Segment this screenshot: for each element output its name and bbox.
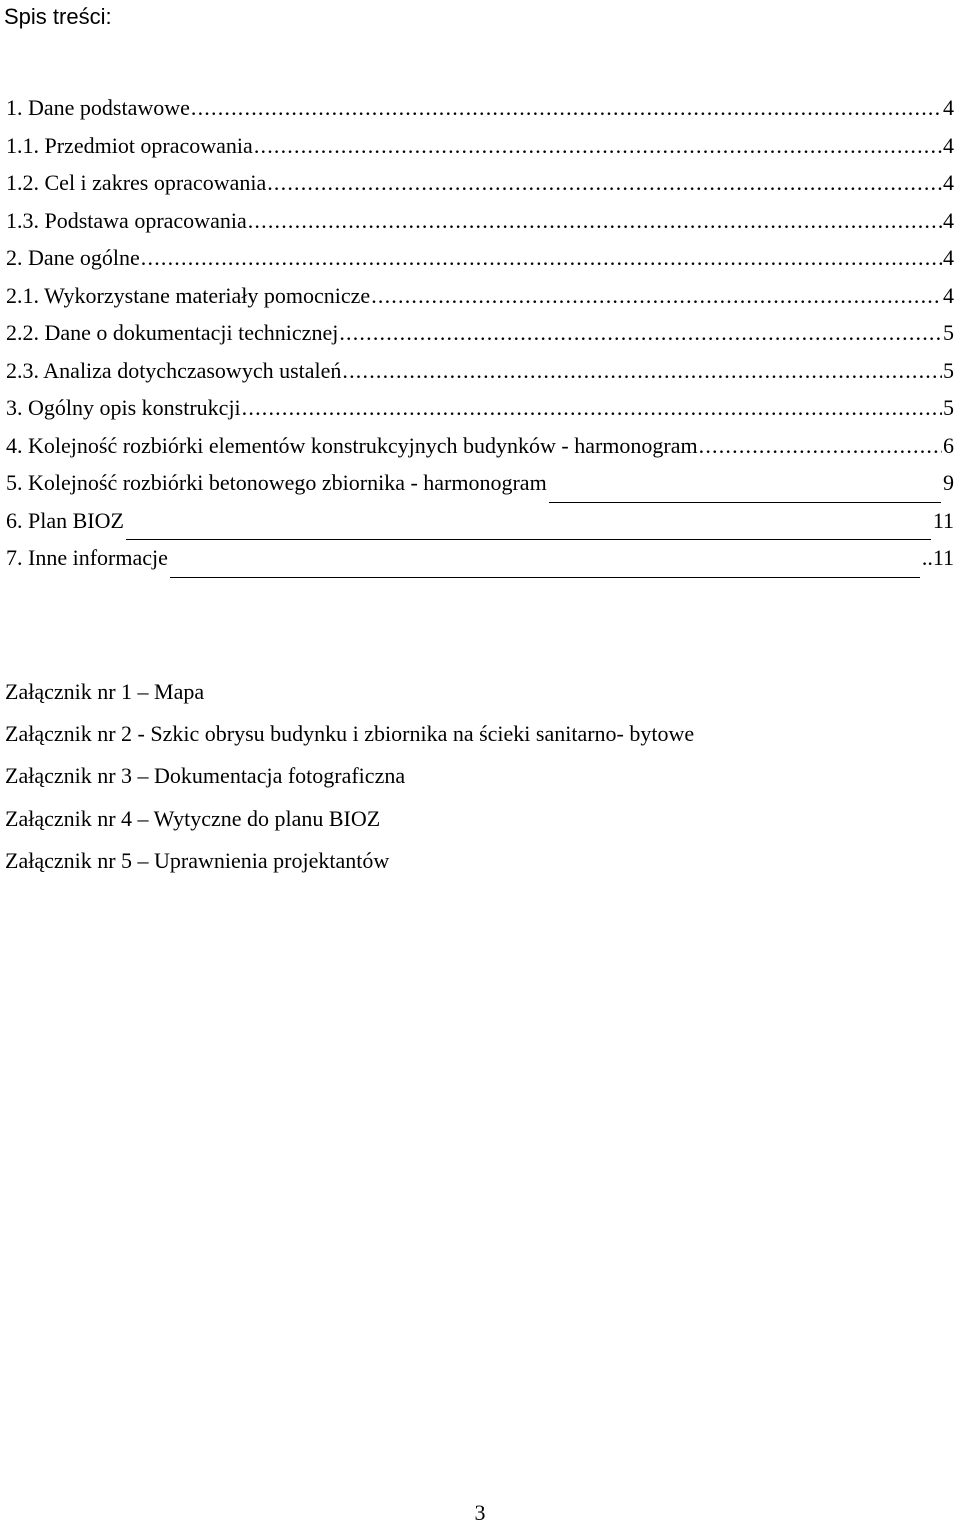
toc-entry-label: 2.1. Wykorzystane materiały pomocnicze	[6, 282, 371, 308]
toc-entry-label: 4. Kolejność rozbiórki elementów konstrukcyjnych budynków - harmonogram	[6, 432, 698, 458]
toc-line-leader	[549, 502, 941, 503]
toc-entry[interactable]	[6, 281, 954, 319]
toc-dot-leader	[339, 318, 942, 348]
toc-entry[interactable]	[6, 206, 954, 244]
toc-entry-label: 1.3. Podstawa opracowania	[6, 207, 247, 233]
toc-dot-leader	[191, 93, 942, 123]
annex-item: Załącznik nr 5 – Uprawnienia projektantów	[5, 847, 390, 873]
toc-entry-page: 4	[943, 245, 954, 270]
toc-entry[interactable]	[6, 393, 954, 431]
toc-entry-label: 3. Ogólny opis konstrukcji	[6, 395, 241, 420]
annex-item: Załącznik nr 3 – Dokumentacja fotograficzna	[5, 763, 406, 789]
toc-line-leader	[126, 539, 931, 540]
toc-entry[interactable]	[6, 243, 954, 281]
toc-entry-page: ..11	[921, 545, 954, 570]
toc-dot-leader	[141, 243, 942, 273]
toc-list	[6, 93, 954, 581]
toc-dot-leader	[242, 393, 942, 423]
page-number: 3	[474, 1500, 486, 1525]
toc-entry-label: 2.3. Analiza dotychczasowych ustaleń	[6, 357, 342, 383]
toc-entry[interactable]	[6, 506, 954, 544]
toc-entry[interactable]	[6, 131, 954, 169]
annex-item: Załącznik nr 1 – Mapa	[5, 679, 205, 704]
toc-title: Spis treści:	[4, 4, 112, 29]
toc-entry-page: 4	[943, 132, 954, 158]
annex-item: Załącznik nr 4 – Wytyczne do planu BIOZ	[5, 805, 381, 831]
toc-entry[interactable]	[6, 318, 954, 356]
toc-entry[interactable]	[6, 93, 954, 131]
toc-line-leader	[170, 577, 920, 578]
toc-dot-leader	[342, 356, 942, 386]
toc-entry[interactable]	[6, 168, 954, 206]
toc-entry-page: 5	[943, 320, 954, 345]
toc-entry-label: 6. Plan BIOZ	[6, 507, 124, 533]
toc-entry-page: 11	[932, 507, 954, 533]
toc-entry-label: 1.1. Przedmiot opracowania	[6, 132, 253, 158]
toc-entry-label: 1. Dane podstawowe	[6, 95, 190, 120]
toc-entry[interactable]	[6, 431, 954, 469]
toc-entry-label: 5. Kolejność rozbiórki betonowego zbiornika - harmonogram	[6, 470, 547, 495]
toc-entry-page: 4	[943, 95, 954, 120]
toc-entry-page: 6	[943, 432, 954, 458]
toc-entry-page: 5	[943, 357, 954, 383]
annex-list	[5, 677, 694, 888]
toc-entry[interactable]	[6, 543, 954, 581]
toc-dot-leader	[248, 206, 942, 236]
annex-item: Załącznik nr 2 - Szkic obrysu budynku i zbiornika na ścieki sanitarno- bytowe	[5, 721, 695, 747]
toc-entry-label: 2.2. Dane o dokumentacji technicznej	[6, 320, 339, 345]
toc-entry[interactable]	[6, 356, 954, 394]
toc-entry-page: 9	[943, 470, 954, 495]
toc-entry-label: 1.2. Cel i zakres opracowania	[6, 170, 267, 195]
toc-entry-page: 4	[943, 282, 954, 308]
toc-entry-page: 4	[943, 207, 954, 233]
toc-entry[interactable]	[6, 468, 954, 506]
toc-entry-page: 4	[943, 170, 954, 195]
page-footer	[0, 1499, 960, 1527]
toc-dot-leader	[699, 431, 942, 461]
toc-dot-leader	[371, 281, 942, 311]
toc-entry-label: 2. Dane ogólne	[6, 245, 140, 270]
toc-dot-leader	[267, 168, 942, 198]
toc-entry-label: 7. Inne informacje	[6, 545, 168, 570]
toc-dot-leader	[254, 131, 942, 161]
toc-entry-page: 5	[943, 395, 954, 420]
